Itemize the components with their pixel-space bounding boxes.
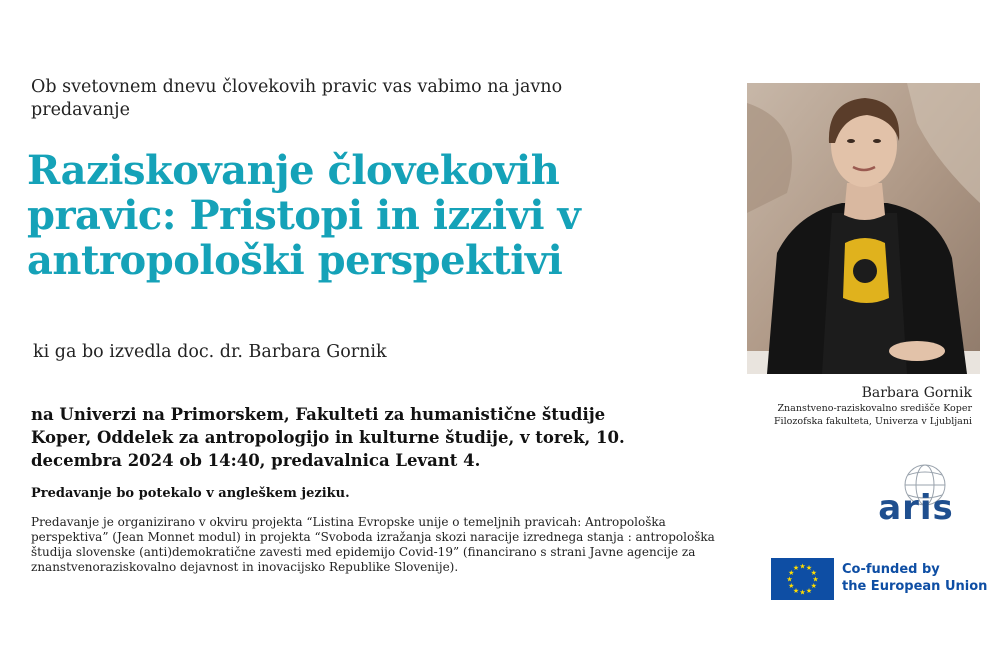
project-note: Predavanje je organizirano v okviru projekta “Listina Evropske unije o temeljnih pravicah: Antropološka perspektiva” (Jean Monnet modul) in projekta “Svoboda izražanja skozi naracije izrednega stanja : antropološka študija slovenske (anti)demokratične zavesti med epidemijo Covid-19” (financirano s strani Javne agencije za znanstvenoraziskovalno dejavnost in inovacijsko Republike Slovenije). [31,515,715,574]
intro-text: Ob svetovnem dnevu človekovih pravic vas vabimo na javno predavanje [31,77,563,120]
eu-star-icon: ★ [812,575,819,584]
eu-line-2: the European Union [842,579,988,594]
title-line-3: antropološki perspektivi [27,237,563,284]
caption-name: Barbara Gornik [861,385,972,401]
eu-star-icon: ★ [786,575,793,584]
eu-star-icon: ★ [792,586,800,595]
aris-logo [855,463,977,523]
speaker-photo [747,83,980,374]
eu-star-icon: ★ [792,564,800,573]
caption-affiliation-1: Znanstveno-raziskovalno središče Koper [777,403,972,414]
language-note: Predavanje bo potekalo v angleškem jeziku. [31,486,350,501]
title-line-2: pravic: Pristopi in izzivi v [27,192,581,239]
title-line-1: Raziskovanje človekovih [27,147,560,194]
photo-caption [700,384,972,428]
eu-star-icon: ★ [799,562,806,571]
speaker-line: ki ga bo izvedla doc. dr. Barbara Gornik [33,342,387,362]
eu-flag-icon [771,558,834,600]
venue-details: na Univerzi na Primorskem, Fakulteti za humanistične študije Koper, Oddelek za antropologijo in kulturne študije, v torek, 10. decembra 2024 ob 14:40, predavalnica Levant 4. [31,405,625,470]
eu-cofunded-logo [771,558,986,602]
eu-star-icon: ★ [810,582,817,590]
eu-star-icon: ★ [788,582,795,590]
caption-affiliation-2: Filozofska fakulteta, Univerza v Ljubljani [773,416,972,427]
eu-star-icon: ★ [805,586,813,595]
lecture-title [27,148,647,283]
eu-line-1: Co-funded by [842,562,940,577]
eu-star-icon: ★ [810,569,817,577]
eu-star-icon: ★ [805,564,813,573]
eu-star-icon: ★ [788,569,795,577]
aris-logo-text: aris [878,488,954,523]
eu-star-icon: ★ [799,588,806,597]
